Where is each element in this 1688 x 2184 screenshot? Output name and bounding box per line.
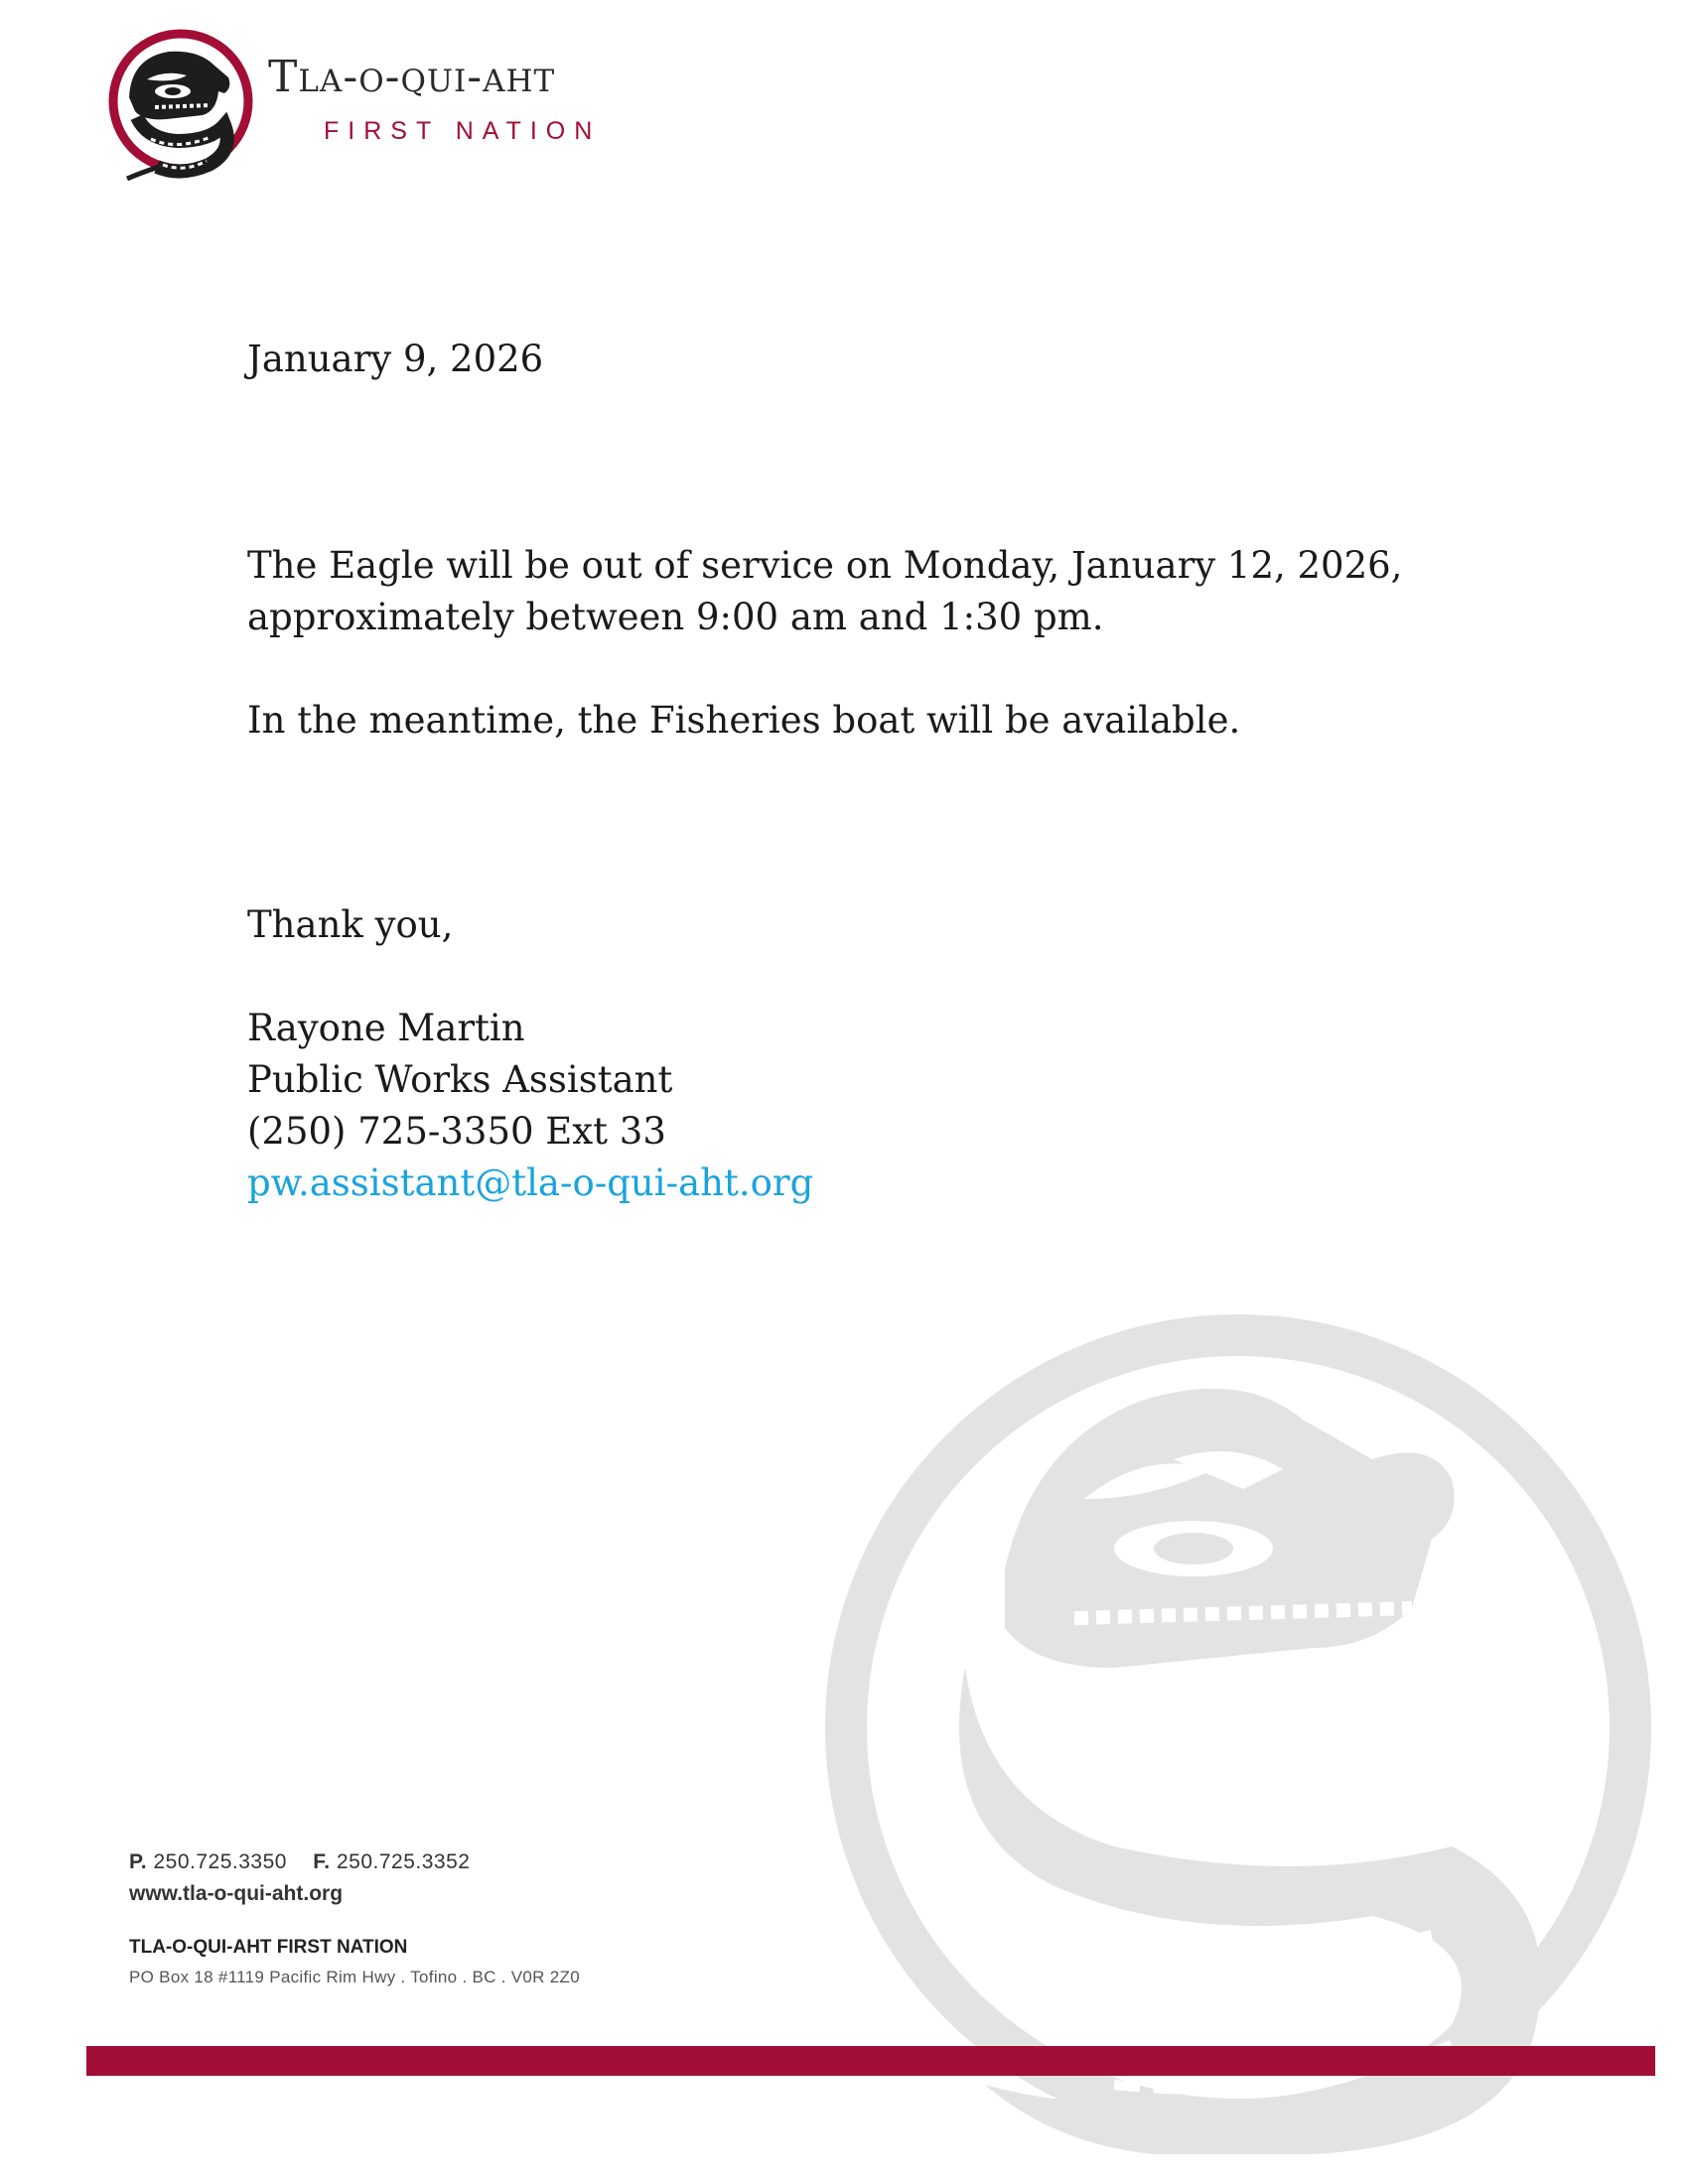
signer-name: Rayone Martin — [247, 1007, 525, 1049]
phone-label: P. — [129, 1850, 148, 1873]
footer-phone: 250.725.3350 — [153, 1850, 287, 1873]
signer-title: Public Works Assistant — [247, 1058, 673, 1101]
signer-email-link[interactable]: pw.assistant@tla-o-qui-aht.org — [247, 1161, 814, 1204]
notice-paragraph — [247, 540, 1402, 643]
footer-brand-bar — [86, 2046, 1655, 2076]
alternative-paragraph: In the meantime, the Fisheries boat will be available. — [247, 699, 1241, 742]
fax-label: F. — [313, 1850, 331, 1873]
footer-address: PO Box 18 #1119 Pacific Rim Hwy . Tofino . BC . V0R 2Z0 — [129, 1968, 580, 1986]
footer-org-name: TLA-O-QUI-AHT FIRST NATION — [129, 1937, 408, 1958]
signer-phone: (250) 725-3350 Ext 33 — [247, 1110, 666, 1153]
letter-date: January 9, 2026 — [247, 338, 544, 380]
closing: Thank you, — [247, 903, 454, 946]
footer-website-link[interactable]: www.tla-o-qui-aht.org — [129, 1882, 344, 1905]
footer-phone-fax — [129, 1850, 470, 1874]
thunderbird-serpent-logo-icon — [107, 28, 256, 182]
notice-line-2: approximately between 9:00 am and 1:30 pm. — [247, 596, 1104, 638]
footer-fax: 250.725.3352 — [336, 1850, 471, 1873]
notice-line-1: The Eagle will be out of service on Monday, January 12, 2026, — [247, 544, 1403, 587]
org-name: Tla-o-qui-aht — [268, 52, 556, 102]
org-subtitle: FIRST NATION — [324, 117, 602, 145]
signature-block — [247, 1003, 813, 1209]
